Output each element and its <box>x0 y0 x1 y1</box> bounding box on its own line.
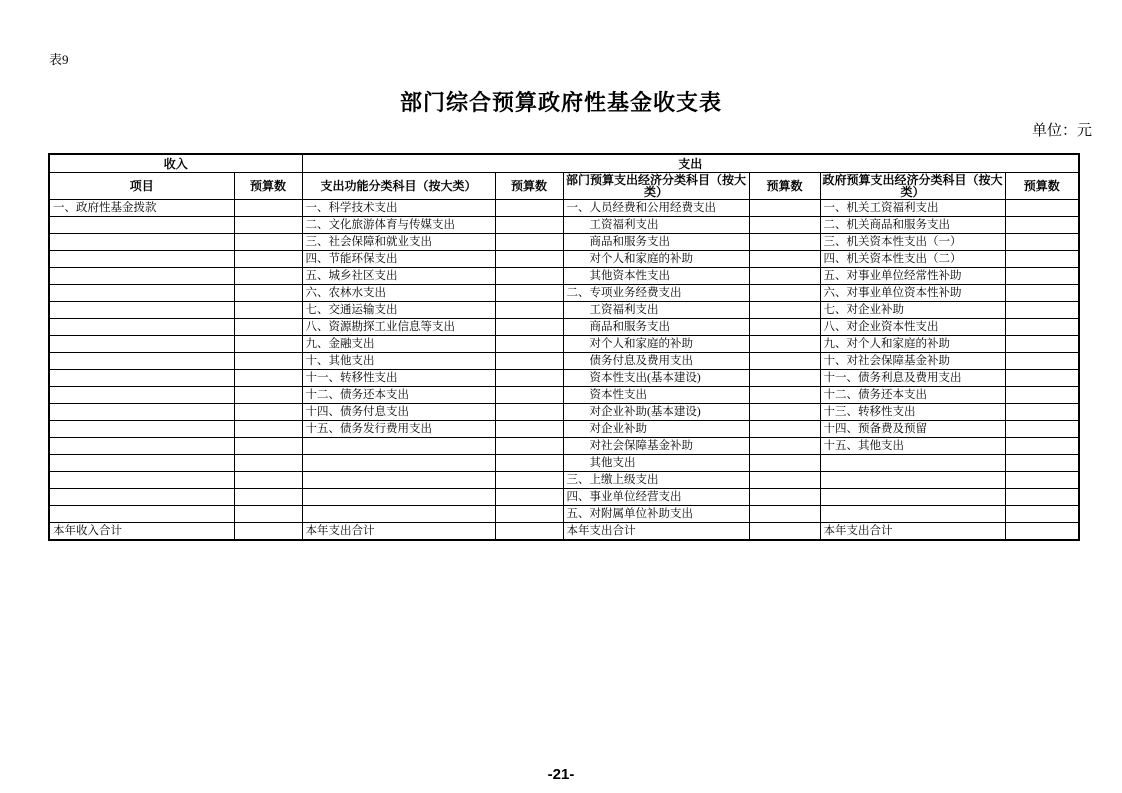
table-cell-empty <box>234 489 302 506</box>
table-cell: 九、对个人和家庭的补助 <box>820 336 1005 353</box>
table-cell: 其他资本性支出 <box>563 268 749 285</box>
table-cell-empty <box>234 319 302 336</box>
table-cell: 五、对事业单位经常性补助 <box>820 268 1005 285</box>
table-cell-empty <box>749 268 820 285</box>
table-cell: 十五、其他支出 <box>820 438 1005 455</box>
table-cell-empty <box>749 217 820 234</box>
table-cell: 本年支出合计 <box>820 523 1005 541</box>
unit-label: 单位：元 <box>1031 123 1092 139</box>
table-cell-empty <box>1005 234 1079 251</box>
table-cell-empty <box>49 370 234 387</box>
table-cell-empty <box>749 523 820 541</box>
table-cell-empty <box>749 251 820 268</box>
table-cell: 一、政府性基金拨款 <box>49 200 234 217</box>
table-cell-empty <box>1005 370 1079 387</box>
table-cell-empty <box>1005 353 1079 370</box>
table-cell-empty <box>749 421 820 438</box>
table-cell-empty <box>749 200 820 217</box>
table-cell-empty <box>234 438 302 455</box>
table-cell-empty <box>495 370 563 387</box>
table-cell-empty <box>495 489 563 506</box>
table-cell-empty <box>1005 217 1079 234</box>
table-row <box>49 285 1079 302</box>
table-cell-empty <box>495 336 563 353</box>
section-header-row <box>49 154 1079 173</box>
column-header: 支出功能分类科目（按大类） <box>302 173 495 200</box>
table-cell-empty <box>495 251 563 268</box>
table-cell-empty <box>234 387 302 404</box>
table-cell: 对社会保障基金补助 <box>563 438 749 455</box>
table-row <box>49 251 1079 268</box>
table-cell: 商品和服务支出 <box>563 234 749 251</box>
table-cell-empty <box>1005 302 1079 319</box>
table-row <box>49 421 1079 438</box>
table-cell-empty <box>749 455 820 472</box>
table-cell-empty <box>234 302 302 319</box>
table-cell: 八、对企业资本性支出 <box>820 319 1005 336</box>
table-cell: 十三、转移性支出 <box>820 404 1005 421</box>
table-cell-empty <box>1005 387 1079 404</box>
column-header: 预算数 <box>495 173 563 200</box>
table-cell-empty <box>1005 472 1079 489</box>
table-cell-empty <box>1005 200 1079 217</box>
table-cell-empty <box>49 234 234 251</box>
table-cell: 对企业补助(基本建设) <box>563 404 749 421</box>
table-cell-empty <box>49 319 234 336</box>
table-cell-empty <box>234 353 302 370</box>
table-cell-empty <box>234 285 302 302</box>
table-cell: 本年收入合计 <box>49 523 234 541</box>
table-cell-empty <box>49 421 234 438</box>
table-cell-empty <box>234 268 302 285</box>
table-row <box>49 268 1079 285</box>
table-cell-empty <box>749 302 820 319</box>
table-cell-empty <box>749 336 820 353</box>
table-cell-empty <box>495 506 563 523</box>
table-cell-empty <box>1005 319 1079 336</box>
table-cell-empty <box>49 438 234 455</box>
table-cell-empty <box>749 370 820 387</box>
table-cell-empty <box>49 336 234 353</box>
table-cell-empty <box>1005 285 1079 302</box>
table-cell-empty <box>820 472 1005 489</box>
table-cell-empty <box>495 268 563 285</box>
table-cell: 六、对事业单位资本性补助 <box>820 285 1005 302</box>
table-cell-empty <box>495 234 563 251</box>
table-row <box>49 455 1079 472</box>
table-row <box>49 353 1079 370</box>
table-cell: 三、社会保障和就业支出 <box>302 234 495 251</box>
column-header: 部门预算支出经济分类科目（按大类） <box>563 173 749 200</box>
table-row <box>49 200 1079 217</box>
table-cell-empty <box>234 251 302 268</box>
table-cell-empty <box>820 489 1005 506</box>
table-cell-empty <box>49 285 234 302</box>
table-cell-empty <box>749 404 820 421</box>
table-cell-empty <box>302 455 495 472</box>
table-cell-empty <box>749 438 820 455</box>
table-cell-empty <box>1005 455 1079 472</box>
table-cell-empty <box>302 506 495 523</box>
table-cell-empty <box>234 523 302 541</box>
table-row <box>49 523 1079 541</box>
table-cell: 十四、债务付息支出 <box>302 404 495 421</box>
expenditure-section-header: 支出 <box>302 154 1079 173</box>
table-cell-empty <box>495 302 563 319</box>
table-cell-empty <box>749 489 820 506</box>
column-header: 预算数 <box>1005 173 1079 200</box>
column-header: 预算数 <box>749 173 820 200</box>
column-header: 政府预算支出经济分类科目（按大类） <box>820 173 1005 200</box>
table-cell-empty <box>1005 251 1079 268</box>
table-cell-empty <box>302 438 495 455</box>
income-section-header: 收入 <box>49 154 302 173</box>
table-row <box>49 234 1079 251</box>
table-row <box>49 387 1079 404</box>
table-row <box>49 217 1079 234</box>
table-cell-empty <box>495 285 563 302</box>
table-row <box>49 370 1079 387</box>
table-cell-empty <box>49 404 234 421</box>
table-cell: 本年支出合计 <box>563 523 749 541</box>
table-cell-empty <box>1005 523 1079 541</box>
table-cell-empty <box>749 353 820 370</box>
table-cell-empty <box>820 455 1005 472</box>
table-cell-empty <box>234 234 302 251</box>
table-cell: 十一、债务利息及费用支出 <box>820 370 1005 387</box>
table-cell-empty <box>495 404 563 421</box>
table-cell-empty <box>1005 404 1079 421</box>
table-cell: 五、城乡社区支出 <box>302 268 495 285</box>
table-cell: 资本性支出(基本建设) <box>563 370 749 387</box>
table-cell: 四、事业单位经营支出 <box>563 489 749 506</box>
table-cell-empty <box>49 506 234 523</box>
column-header-row <box>49 173 1079 200</box>
table-cell: 七、交通运输支出 <box>302 302 495 319</box>
table-cell: 三、上缴上级支出 <box>563 472 749 489</box>
table-cell-empty <box>495 217 563 234</box>
table-cell: 一、人员经费和公用经费支出 <box>563 200 749 217</box>
table-cell-empty <box>495 438 563 455</box>
table-row <box>49 319 1079 336</box>
table-row <box>49 489 1079 506</box>
table-cell-empty <box>495 455 563 472</box>
table-cell-empty <box>49 268 234 285</box>
table-cell-empty <box>1005 336 1079 353</box>
table-cell-empty <box>495 353 563 370</box>
table-cell-empty <box>49 387 234 404</box>
table-cell: 二、文化旅游体育与传媒支出 <box>302 217 495 234</box>
table-cell: 对个人和家庭的补助 <box>563 251 749 268</box>
table-cell: 对企业补助 <box>563 421 749 438</box>
table-cell-empty <box>1005 268 1079 285</box>
table-cell: 十二、债务还本支出 <box>302 387 495 404</box>
table-row <box>49 302 1079 319</box>
table-cell: 一、机关工资福利支出 <box>820 200 1005 217</box>
table-cell: 工资福利支出 <box>563 302 749 319</box>
table-cell: 十、其他支出 <box>302 353 495 370</box>
table-cell-empty <box>234 370 302 387</box>
table-cell: 商品和服务支出 <box>563 319 749 336</box>
table-cell: 债务付息及费用支出 <box>563 353 749 370</box>
table-cell: 对个人和家庭的补助 <box>563 336 749 353</box>
table-cell: 工资福利支出 <box>563 217 749 234</box>
table-cell-empty <box>495 523 563 541</box>
page-title: 部门综合预算政府性基金收支表 <box>399 90 722 115</box>
table-cell: 其他支出 <box>563 455 749 472</box>
table-cell-empty <box>49 455 234 472</box>
table-cell: 五、对附属单位补助支出 <box>563 506 749 523</box>
table-cell-empty <box>749 285 820 302</box>
table-cell: 四、节能环保支出 <box>302 251 495 268</box>
table-cell-empty <box>302 472 495 489</box>
table-cell: 六、农林水支出 <box>302 285 495 302</box>
table-cell-empty <box>234 404 302 421</box>
table-cell-empty <box>49 489 234 506</box>
table-number-label: 表9 <box>49 52 69 67</box>
table-cell: 三、机关资本性支出（一） <box>820 234 1005 251</box>
budget-table <box>48 153 1080 541</box>
table-row <box>49 404 1079 421</box>
table-cell-empty <box>234 421 302 438</box>
table-cell: 十五、债务发行费用支出 <box>302 421 495 438</box>
table-cell-empty <box>49 353 234 370</box>
table-cell-empty <box>749 387 820 404</box>
table-cell-empty <box>234 472 302 489</box>
table-cell-empty <box>234 217 302 234</box>
table-cell: 十二、债务还本支出 <box>820 387 1005 404</box>
table-cell: 八、资源勘探工业信息等支出 <box>302 319 495 336</box>
table-cell: 二、机关商品和服务支出 <box>820 217 1005 234</box>
table-cell: 七、对企业补助 <box>820 302 1005 319</box>
table-cell-empty <box>234 336 302 353</box>
table-cell-empty <box>495 200 563 217</box>
table-cell-empty <box>49 472 234 489</box>
table-cell-empty <box>495 421 563 438</box>
table-cell: 十、对社会保障基金补助 <box>820 353 1005 370</box>
table-cell-empty <box>1005 438 1079 455</box>
table-row <box>49 472 1079 489</box>
table-cell-empty <box>749 472 820 489</box>
table-cell-empty <box>1005 489 1079 506</box>
table-cell-empty <box>49 217 234 234</box>
column-header: 预算数 <box>234 173 302 200</box>
table-cell-empty <box>495 387 563 404</box>
table-cell-empty <box>749 234 820 251</box>
table-cell: 二、专项业务经费支出 <box>563 285 749 302</box>
table-cell: 四、机关资本性支出（二） <box>820 251 1005 268</box>
table-cell: 十四、预备费及预留 <box>820 421 1005 438</box>
table-cell-empty <box>820 506 1005 523</box>
table-cell-empty <box>749 506 820 523</box>
table-cell-empty <box>302 489 495 506</box>
column-header: 项目 <box>49 173 234 200</box>
table-cell-empty <box>234 506 302 523</box>
table-row <box>49 506 1079 523</box>
table-cell: 资本性支出 <box>563 387 749 404</box>
page-number: -21- <box>547 766 575 783</box>
table-cell-empty <box>495 472 563 489</box>
table-cell-empty <box>749 319 820 336</box>
table-cell-empty <box>234 455 302 472</box>
table-cell: 本年支出合计 <box>302 523 495 541</box>
table-cell-empty <box>234 200 302 217</box>
table-cell-empty <box>1005 506 1079 523</box>
table-cell-empty <box>49 302 234 319</box>
table-row <box>49 438 1079 455</box>
table-cell: 十一、转移性支出 <box>302 370 495 387</box>
table-cell-empty <box>49 251 234 268</box>
table-row <box>49 336 1079 353</box>
table-cell-empty <box>495 319 563 336</box>
table-cell: 九、金融支出 <box>302 336 495 353</box>
table-cell: 一、科学技术支出 <box>302 200 495 217</box>
table-cell-empty <box>1005 421 1079 438</box>
